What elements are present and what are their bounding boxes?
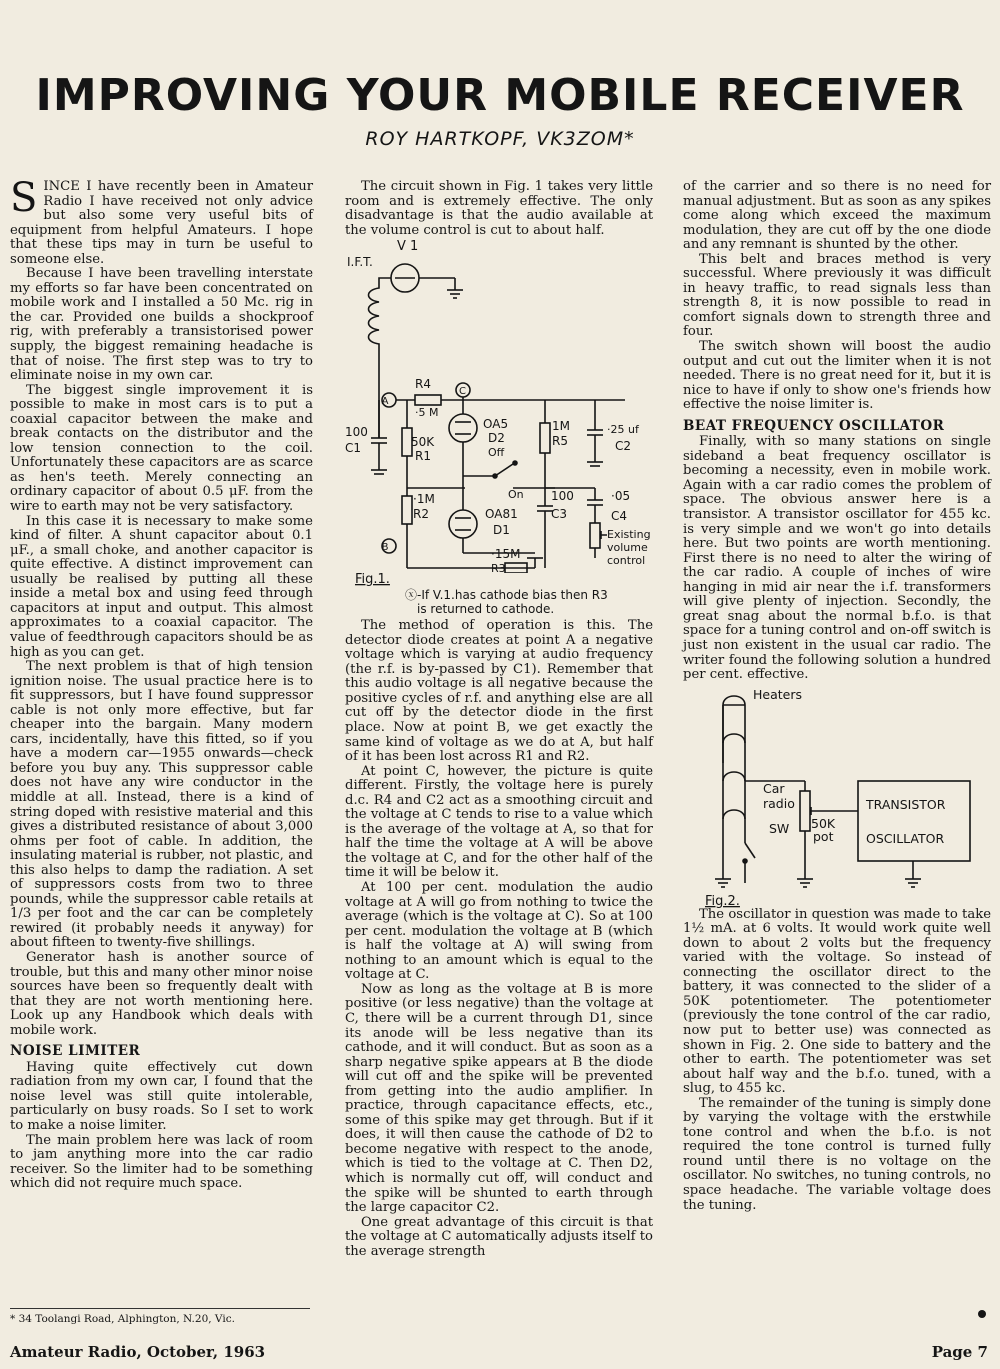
figure-2-bfo-diagram (683, 683, 991, 908)
svg-text:volume: volume (607, 541, 648, 555)
section-heading-noise-limiter: NOISE LIMITER (10, 1043, 141, 1060)
column-3 (683, 180, 991, 1213)
drop-cap: S (10, 175, 38, 221)
r2-resistor (402, 496, 412, 524)
paragraph: The oscillator in question was made to take 1½ mA. at 6 volts. It would work quite well down to about 2 volts but the frequency varied with the voltage. So instead of connecting the oscillator direct to the battery, it was connected to the slider of a 50K potentiometer. The potentiometer (previously the tone control of the car radio, now put to better use) was connected as shown in Fig. 2. One side to battery and the other to earth. The potentiometer was set about half way and the b.f.o. tuned, with a slug, to 455 kc. (683, 906, 991, 1097)
r5-resistor (540, 423, 550, 453)
svg-text:A: A (381, 396, 389, 408)
paragraph: One great advantage of this circuit is that the voltage at C automatically adjusts itself to the average strength (345, 1214, 653, 1259)
svg-text:50K: 50K (411, 435, 435, 450)
svg-text:I.F.T.: I.F.T. (347, 255, 373, 270)
svg-text:R4: R4 (415, 377, 431, 392)
heater-string (723, 696, 745, 763)
svg-text:OSCILLATOR: OSCILLATOR (866, 830, 945, 846)
50k-pot (800, 791, 810, 831)
paragraph: At point C, however, the picture is quite different. Firstly, the voltage here is purely d.c. R4 and C2 act as a smoothing circuit and the voltage at C tends to rise to a value which is the average of the voltage at A, so that for half the time the voltage at A will be above the voltage at C, and for the other half of the time it will be below it. (345, 763, 653, 881)
section-heading-bfo: BEAT FREQUENCY OSCILLATOR (683, 417, 945, 434)
svg-text:ⓧ-If V.1.has cathode bias then: ⓧ-If V.1.has cathode bias then R3 (405, 588, 608, 603)
svg-text:100: 100 (345, 425, 368, 440)
paragraph: The next problem is that of high tension ignition noise. The usual practice here is to fit suppressors, but I have found suppressor cable is not only more effective, but far cheaper into the bargain. Many modern cars, incidentally, have this fitted, so if you have a modern car—1955 onwards—check before you buy any. This suppressor cable does not have any wire conductor in the middle at all. Instead, there is a kind of string doped with resistive material and this gives a distributed resistance of about 3,000 ohms per foot of cable. In addition, the insulating material is rubber, not plastic, and this also helps to damp the radiation. A set of suppressors costs from two to three pounds, while the suppressor cable retails at 1/3 per foot and the car can be completely rewired (it probably needs it anyway) for about fifteen to twenty-five shillings. (10, 659, 313, 951)
svg-text:pot: pot (813, 828, 834, 844)
svg-text:1M: 1M (552, 419, 570, 434)
svg-text:R2: R2 (413, 507, 429, 522)
svg-text:100: 100 (551, 489, 574, 504)
svg-text:50K: 50K (811, 815, 836, 831)
svg-text:·1M: ·1M (413, 492, 435, 507)
r4-resistor (415, 395, 441, 405)
svg-text:radio: radio (763, 795, 795, 811)
svg-text:V 1: V 1 (397, 239, 419, 255)
paragraph: Having quite effectively cut down radiation from my own car, I found that the noise level was still quite intolerable, particularly on busy roads. So I set to work to make a noise limiter. (10, 1059, 313, 1133)
svg-text:C1: C1 (345, 441, 362, 456)
svg-text:R1: R1 (415, 449, 431, 464)
paragraph: The circuit shown in Fig. 1 takes very little room and is extremely effective. The only disadvantage is that the audio available at the volume control is cut to about half. (345, 179, 653, 238)
figure-1-caption (345, 573, 653, 619)
paragraph: Now as long as the voltage at B is more positive (or less negative) than the voltage at C, there will be a current through D1, since its anode will be less negative than its cathode, and it will conduct. But as soon as a sharp negative spike appears at B the diode will cut off and the spike will be prevented from getting into the audio amplifier. In practice, through capacitance effects, etc., some of this spike may get through. But if it does, it will then cause the cathode of D2 to become negative with respect to the anode, which is tied to the voltage at C. Then D2, which is normally cut off, will conduct and the spike will be shunted to earth through the large capacitor C2. (345, 981, 653, 1216)
svg-text:C3: C3 (551, 507, 568, 522)
paragraph: of the carrier and so there is no need for manual adjustment. But as soon as any spikes come along which exceed the maximum modulation, they are cut off by the one diode and any remnant is shunted by the other. (683, 179, 991, 253)
svg-text:·05: ·05 (611, 489, 631, 504)
volume-control-pot (590, 523, 600, 548)
svg-text:control: control (607, 554, 646, 568)
svg-text:is returned to cathode.: is returned to cathode. (417, 602, 555, 617)
svg-text:D2: D2 (488, 431, 505, 446)
paragraph: The main problem here was lack of room to jam anything more into the car radio receiver. So the limiter had to be something which did not require much space. (10, 1132, 313, 1192)
paragraph: Because I have been travelling interstate my efforts so far have been concentrated on mobile work and I installed a 50 Mc. rig in the car. Provided one builds a shockproof rig, with preferably a transistorised power supply, the biggest remaining headache is that of noise. The first step was to try to eliminate noise in my own car. (10, 266, 313, 384)
paragraph: SINCE I have recently been in Amateur Radio I have received not only advice but also some very useful bits of equipment from helpful Amateurs. I hope that these tips may in turn be useful to someone else. (10, 175, 313, 267)
svg-text:Heaters: Heaters (753, 686, 802, 702)
column-2 (345, 180, 653, 1259)
svg-text:D1: D1 (493, 523, 510, 538)
svg-text:R3: R3 (491, 562, 506, 574)
footnote: * 34 Toolangi Road, Alphington, N.20, Vic. (10, 1313, 235, 1325)
svg-text:·5 M: ·5 M (415, 406, 439, 420)
svg-text:OA81: OA81 (485, 507, 518, 522)
svg-text:Fig.1.: Fig.1. (355, 573, 390, 588)
limiter-switch (495, 464, 513, 476)
svg-text:SW: SW (769, 820, 790, 836)
figure-1-circuit-diagram (345, 238, 653, 573)
paragraph: The remainder of the tuning is simply done by varying the voltage with the erstwhile tone control and when the b.f.o. is not required the tone control is turned fully round until there is no voltage on the oscillator. No switches, no tuning controls, no space headache. The variable voltage does the tuning. (683, 1095, 991, 1213)
column-1 (10, 175, 313, 1192)
paragraph: Generator hash is another source of trouble, but this and many other minor noise sources have been so frequently dealt with that they are not worth mentioning here. Look up any Handbook which deals with mobile work. (10, 949, 313, 1038)
svg-text:On: On (508, 488, 524, 502)
paragraph: Finally, with so many stations on single sideband a beat frequency oscillator is becoming a necessity, even in mobile work. Again with a car radio comes the problem of space. The obvious answer here is a transistor. A transistor oscillator for 455 kc. is very simple and we won't go into details here. But two points are worth mentioning. First there is no need to alter the wiring of the car radio. A couple of inches of wire hanging in mid air near the i.f. transformers will give plenty of injection. Secondly, the great snag about the normal b.f.o. is that space for a tuning control and on-off switch is just non existent in the usual car radio. The writer found the following solution a hundred per cent. effective. (683, 434, 991, 683)
footer-publication: Amateur Radio, October, 1963 (10, 1343, 266, 1361)
ift-coil (369, 278, 392, 358)
paragraph: At 100 per cent. modulation the audio voltage at A will go from nothing to twice the average (which is the voltage at C). So at 100 per cent. modulation the voltage at B (which is half the voltage at A) will swing from nothing to an amount which is equal to the voltage at C. (345, 880, 653, 983)
article-byline: ROY HARTKOPF, VK3ZOM* (365, 128, 635, 150)
svg-text:B: B (381, 542, 389, 554)
paragraph: The switch shown will boost the audio output and cut out the limiter when it is not needed. There is no great need for it, but it is nice to have if only to show one's friends how effective the noise limiter is. (683, 339, 991, 413)
article-title: IMPROVING YOUR MOBILE RECEIVER (35, 70, 965, 121)
svg-text:R5: R5 (552, 434, 568, 449)
svg-text:C: C (459, 386, 466, 398)
svg-text:C4: C4 (611, 509, 628, 524)
paragraph: The method of operation is this. The detector diode creates at point A a negative voltage which is varying at audio frequency (the r.f. is by-passed by C1). Remember that this audio voltage is all negative because the positive cycles of r.f. and anything else are all cut off by the detector diode in the first place. Now at point B, we get exactly the same kind of voltage as we do at A, but half of it has been lost across R1 and R2. (345, 618, 653, 765)
svg-text:·25 uf: ·25 uf (607, 423, 639, 437)
end-of-article-mark (978, 1310, 986, 1318)
paragraph: In this case it is necessary to make some kind of filter. A shunt capacitor about 0.1 μF., a small choke, and another capacitor is quite effective. A distinct improvement can usually be realised by putting all these inside a metal box and using feed through capacitors at input and output. This almost approximates to a coaxial capacitor. The value of feedthrough capacitors should be as high as you can get. (10, 513, 313, 660)
paragraph: The biggest single improvement it is possible to make in most cars is to put a coaxial capacitor between the make and break contacts on the distributor and the low tension connection to the coil. Unfortunately these capacitors are as scarce as hen's teeth. Merely connecting an ordinary capacitor of about 0.5 μF. from the wire to earth may not be very satisfactory. (10, 382, 313, 515)
footnote-divider (10, 1308, 310, 1309)
sw-switch (745, 843, 755, 858)
footer-page-number: Page 7 (931, 1343, 988, 1361)
d2-diode-tube (449, 414, 477, 442)
svg-text:Fig.2.: Fig.2. (705, 893, 740, 908)
svg-text:Car: Car (763, 780, 785, 796)
d1-diode-tube (449, 510, 477, 538)
svg-text:TRANSISTOR: TRANSISTOR (866, 796, 946, 812)
svg-text:C2: C2 (615, 439, 632, 454)
paragraph: This belt and braces method is very successful. Where previously it was difficult in heavy traffic, to read signals less than strength 8, it is now possible to read in comfort signals down to strength three and four. (683, 251, 991, 340)
svg-text:OA5: OA5 (483, 417, 509, 432)
svg-text:·15M: ·15M (491, 547, 521, 562)
svg-text:Off: Off (488, 446, 505, 460)
svg-text:Existing: Existing (607, 528, 651, 542)
transistor-oscillator-box (858, 781, 970, 861)
